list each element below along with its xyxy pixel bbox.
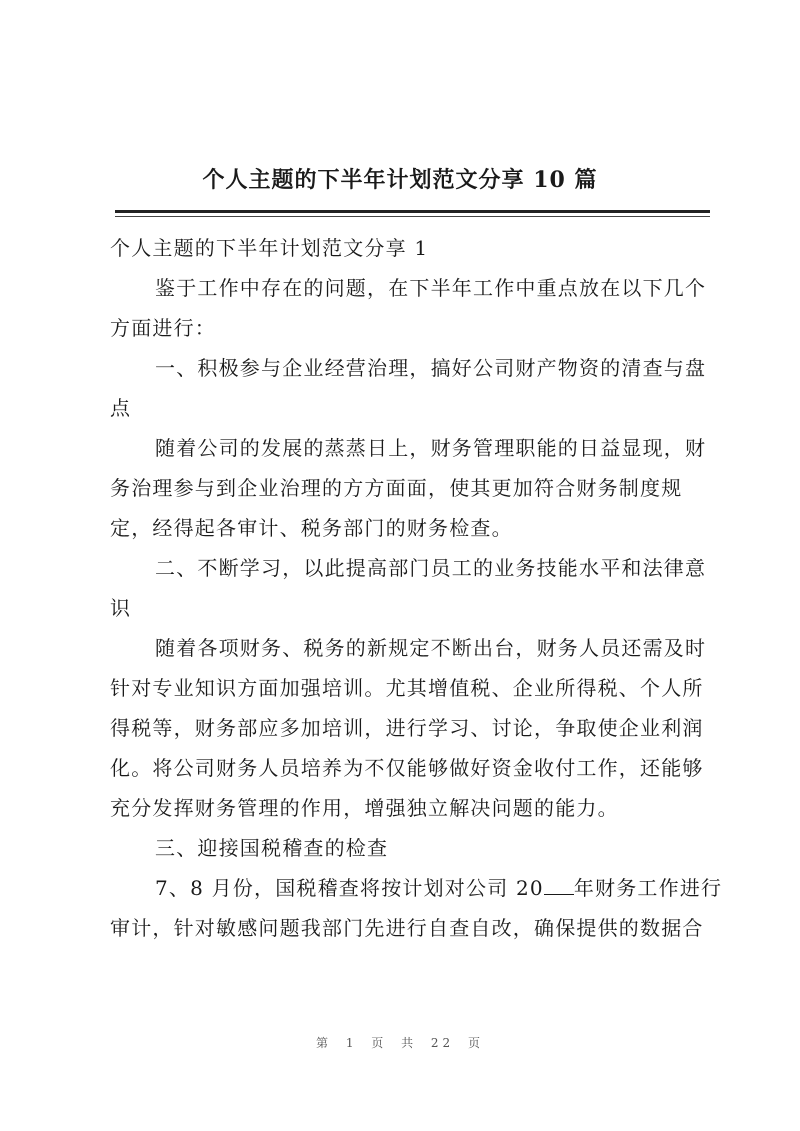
paragraph-line: 针对专业知识方面加强培训。尤其增值税、企业所得税、个人所 xyxy=(110,676,704,700)
blank-underline xyxy=(544,874,574,895)
paragraph-line: 务治理参与到企业治理的方方面面，使其更加符合财务制度规 xyxy=(110,476,683,500)
document-title: 个人主题的下半年计划范文分享 10 篇 xyxy=(202,167,598,193)
paragraph-line xyxy=(110,868,723,908)
paragraph-line: 充分发挥财务管理的作用，增强独立解决问题的能力。 xyxy=(110,796,619,820)
subheading-line: 点 xyxy=(110,396,132,420)
subheading-line: 三、迎接国税稽查的检查 xyxy=(155,836,389,860)
section-heading: 个人主题的下半年计划范文分享 1 xyxy=(110,236,429,260)
paragraph-line: 化。将公司财务人员培养为不仅能够做好资金收付工作，还能够 xyxy=(110,756,704,780)
paragraph-line: 随着各项财务、税务的新规定不断出台，财务人员还需及时 xyxy=(155,636,707,660)
paragraph-line: 得税等，财务部应多加培训，进行学习、讨论，争取使企业利润 xyxy=(110,716,704,740)
document-body xyxy=(110,228,723,948)
paragraph-line: 方面进行： xyxy=(110,316,216,340)
title-divider-thin xyxy=(115,216,710,217)
paragraph-line: 鉴于工作中存在的问题，在下半年工作中重点放在以下几个 xyxy=(155,276,707,300)
paragraph-line: 审计，针对敏感问题我部门先进行自查自改，确保提供的数据合 xyxy=(110,916,704,940)
paragraph-line: 随着公司的发展的蒸蒸日上，财务管理职能的日益显现，财 xyxy=(155,436,707,460)
title-divider xyxy=(115,210,710,213)
subheading-line: 一、积极参与企业经营治理，搞好公司财产物资的清查与盘 xyxy=(155,356,707,380)
line-end-text: 年财务工作进行 xyxy=(573,876,723,900)
line-start-text: 7、8 月份，国税稽查将按计划对公司 20 xyxy=(155,876,544,900)
subheading-line: 二、不断学习，以此提高部门员工的业务技能水平和法律意 xyxy=(155,556,707,580)
page-footer: 第 1 页 共 22 页 xyxy=(316,1036,484,1050)
paragraph-line: 定，经得起各审计、税务部门的财务检查。 xyxy=(110,516,513,540)
subheading-line: 识 xyxy=(110,596,132,620)
